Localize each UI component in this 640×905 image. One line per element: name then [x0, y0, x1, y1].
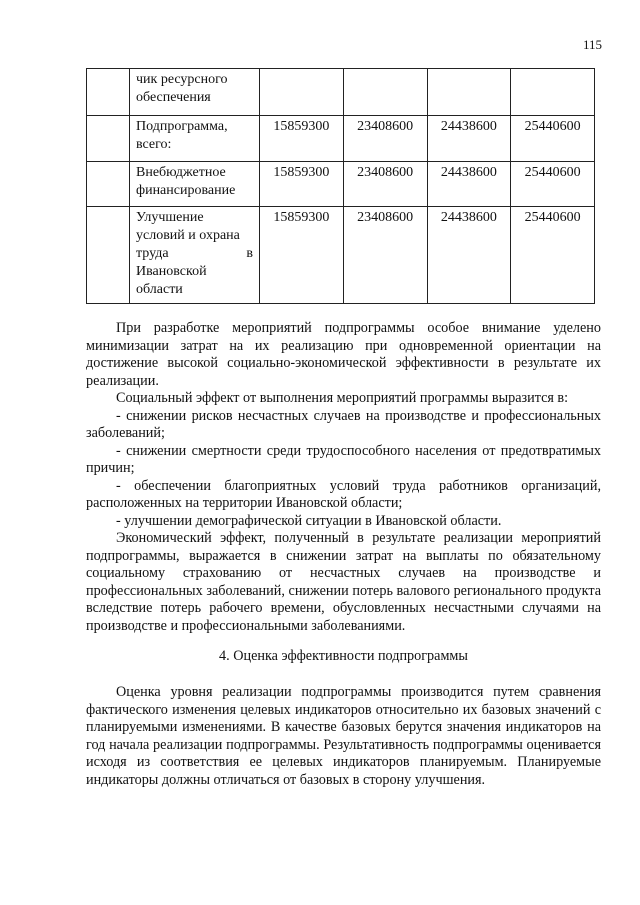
table-row	[87, 207, 595, 304]
table-cell-label: Внебюджетное финансирование	[130, 162, 260, 207]
bullet-item: - улучшении демографической ситуации в Ивановской области.	[116, 512, 502, 529]
table-row	[87, 162, 595, 207]
table-row	[87, 69, 595, 116]
table-cell-value: 24438600	[427, 116, 511, 162]
table-row	[87, 116, 595, 162]
body-text	[86, 320, 601, 635]
table-cell-value: 15859300	[260, 162, 344, 207]
label-line: Ивановской	[136, 264, 207, 279]
table-cell-value: 15859300	[260, 116, 344, 162]
table-cell-empty	[87, 207, 130, 304]
label-line: Улучшение	[136, 210, 204, 225]
section-heading: 4. Оценка эффективности подпрограммы	[219, 648, 468, 664]
bullet-item: - обеспечении благоприятных условий труда работников организаций, расположенных на территории Ивановской области;	[86, 477, 601, 511]
table-cell-value: 23408600	[343, 207, 427, 304]
table-cell-empty	[87, 116, 130, 162]
table-cell-value: 25440600	[511, 162, 595, 207]
label-line: области	[136, 282, 183, 297]
label-line: труда в	[136, 246, 253, 261]
table-cell-label: Подпрограмма, всего:	[130, 116, 260, 162]
paragraph: Экономический эффект, полученный в результате реализации мероприятий подпрограммы, выражается в снижении затрат на выплаты по обязательному социальному страхованию от несчастных случаев на производстве и профессиональных заболеваний, снижении потерь валового регионального продукта вследствие потерь рабочего времени, обусловленных несчастными случаями на производстве и профессиональными заболеваниями.	[86, 530, 601, 634]
table-cell-value: 15859300	[260, 207, 344, 304]
section-text	[86, 684, 601, 789]
table-cell-value: 24438600	[427, 207, 511, 304]
table-cell-label	[130, 207, 260, 304]
budget-table	[86, 68, 595, 304]
label-line: условий и охрана	[136, 228, 240, 243]
table-cell-value: 23408600	[343, 162, 427, 207]
table-cell-label: чик ресурсного обеспечения	[130, 69, 260, 116]
bullet-item: - снижении смертности среди трудоспособного населения от предотвратимых причин;	[86, 442, 601, 476]
paragraph: Социальный эффект от выполнения мероприятий программы выразится в:	[116, 390, 569, 406]
table-cell-value: 24438600	[427, 162, 511, 207]
table-cell-value	[260, 69, 344, 116]
table-cell-value	[427, 69, 511, 116]
paragraph: Оценка уровня реализации подпрограммы производится путем сравнения фактического изменения целевых индикаторов относительно их базовых значений с планируемыми изменениями. В качестве базовых берутся значения индикаторов на год начала реализации подпрограммы. Результативность подпрограммы оценивается исходя из соответствия ее целевых индикаторов планируемым. Планируемые индикаторы должны отличаться от базовых в сторону улучшения.	[86, 684, 601, 788]
table-cell-value: 25440600	[511, 207, 595, 304]
table-cell-empty	[87, 162, 130, 207]
table-cell-value	[343, 69, 427, 116]
table-cell-value	[511, 69, 595, 116]
paragraph: При разработке мероприятий подпрограммы особое внимание уделено минимизации затрат на их реализацию при одновременной ориентации на достижение высокой социально-экономической эффективности в результате их реализации.	[86, 320, 601, 389]
table-cell-empty	[87, 69, 130, 116]
page-number: 115	[583, 37, 603, 52]
table-cell-value: 23408600	[343, 116, 427, 162]
bullet-item: - снижении рисков несчастных случаев на производстве и профессиональных заболеваний;	[86, 407, 601, 441]
table-cell-value: 25440600	[511, 116, 595, 162]
